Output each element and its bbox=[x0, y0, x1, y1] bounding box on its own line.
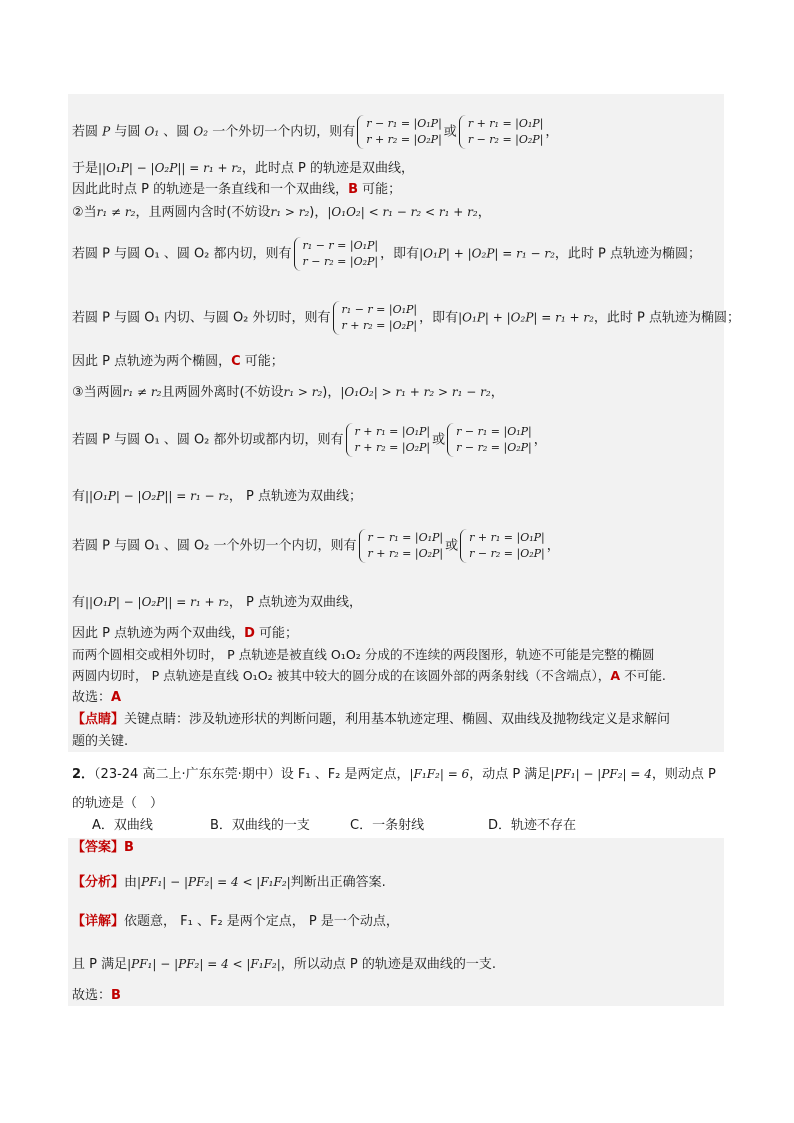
case1-line3 bbox=[72, 182, 401, 198]
case1-line1 bbox=[72, 116, 558, 148]
text: 题的关键. bbox=[72, 734, 129, 749]
choice-letter: A bbox=[111, 690, 122, 705]
choice-letter: B bbox=[348, 182, 359, 197]
case3-line5 bbox=[72, 594, 362, 611]
equation-row: r − r₁ = |O₁P| bbox=[367, 531, 444, 544]
question2-stem-line2 bbox=[72, 796, 163, 812]
text: ， bbox=[545, 124, 559, 140]
text: 两圆内切时， P 点轨迹是直线 O₁O₂ 被其中较大的圆分成的在该圆外部的两条射线（不含端点）， bbox=[72, 668, 611, 683]
text: 且 P 满足 bbox=[72, 957, 128, 972]
text: )， bbox=[309, 205, 328, 220]
math: P bbox=[102, 124, 111, 139]
text: ，且两圆内含时(不妨设 bbox=[135, 205, 271, 220]
text: 因此此时点 P 的轨迹是一条直线和一个双曲线， bbox=[72, 182, 349, 197]
final-answer-line bbox=[72, 988, 121, 1004]
math: ||O₁P| − |O₂P|| = r₁ − r₂ bbox=[85, 489, 229, 503]
math: |PF₁| − |PF₂| = 4 < |F₁F₂| bbox=[127, 957, 281, 971]
text: 因此 P 点轨迹为两个双曲线， bbox=[72, 626, 245, 641]
option-b: B．双曲线的一支 bbox=[210, 818, 310, 833]
text: 、圆 bbox=[159, 124, 194, 140]
case3-line3 bbox=[72, 488, 362, 505]
text: 依题意， F₁ 、F₂ 是两个定点， P 是一个动点， bbox=[124, 914, 399, 929]
text: 或 bbox=[432, 432, 446, 448]
answer-tag: 【答案】 bbox=[72, 840, 125, 855]
text: ， P 点轨迹为双曲线， bbox=[228, 595, 362, 610]
case1-line2 bbox=[72, 160, 414, 177]
text: 若圆 P 与圆 O₁ 内切、与圆 O₂ 外切时，则有 bbox=[72, 310, 331, 326]
text: ②当 bbox=[72, 205, 97, 220]
analysis-line bbox=[72, 874, 386, 891]
case2-line2 bbox=[72, 238, 701, 270]
equation-system bbox=[357, 116, 442, 148]
text: 或 bbox=[445, 538, 459, 554]
equation-row: r − r₂ = |O₂P| bbox=[456, 441, 532, 454]
text: ，此时点 P 的轨迹是双曲线， bbox=[241, 161, 414, 176]
text: 关键点睛：涉及轨迹形状的判断问题，利用基本轨迹定理、椭圆、双曲线及抛物线定义是求解问 bbox=[124, 712, 671, 727]
text: ，此时 P 点轨迹为椭圆； bbox=[593, 310, 741, 326]
choice-letter: C bbox=[231, 354, 241, 369]
equation-row: r₁ − r = |O₁P| bbox=[302, 239, 379, 252]
text: 一个外切一个内切，则有 bbox=[208, 124, 356, 140]
math: |PF₁| − |PF₂| = 4 < |F₁F₂| bbox=[137, 875, 291, 889]
question-source: （23-24 高二上·广东东莞·期中） bbox=[94, 767, 281, 782]
key-point-line1 bbox=[72, 712, 670, 728]
text: 可能； bbox=[358, 182, 402, 197]
equation-row: r − r₂ = |O₂P| bbox=[469, 547, 545, 560]
equation-system bbox=[460, 530, 545, 562]
equation-system bbox=[294, 238, 379, 270]
equation-row: r − r₁ = |O₁P| bbox=[456, 425, 532, 438]
option-d: D．轨迹不存在 bbox=[488, 818, 577, 833]
text: ，此时 P 点轨迹为椭圆； bbox=[554, 246, 702, 262]
choice-letter: B bbox=[111, 988, 121, 1003]
case3-line7 bbox=[72, 647, 654, 663]
case3-line1 bbox=[72, 384, 504, 401]
text: 故选： bbox=[72, 690, 112, 705]
detail-tag: 【详解】 bbox=[72, 914, 125, 929]
text: ， bbox=[477, 205, 491, 220]
equation-row: r₁ − r = |O₁P| bbox=[341, 303, 418, 316]
choice-letter: A bbox=[610, 668, 621, 683]
key-point-tag: 【点睛】 bbox=[72, 712, 125, 727]
math: |O₁O₂| < r₁ − r₂ < r₁ + r₂ bbox=[327, 205, 478, 219]
equation-row: r − r₂ = |O₂P| bbox=[302, 255, 379, 268]
text: 故选： bbox=[72, 988, 112, 1003]
text: 与圆 bbox=[110, 124, 145, 140]
text: ，则动点 P bbox=[651, 767, 716, 782]
text: 而两个圆相交或相外切时， P 点轨迹是被直线 O₁O₂ 分成的不连续的两段图形，轨迹不可能是完整的椭圆 bbox=[72, 647, 655, 662]
equation-row: r + r₂ = |O₂P| bbox=[367, 547, 444, 560]
math: O₂ bbox=[193, 124, 209, 139]
text: 若圆 P 与圆 O₁ 、圆 O₂ 都内切，则有 bbox=[72, 246, 292, 262]
text: ， bbox=[546, 538, 560, 554]
text: 若圆 bbox=[72, 124, 103, 140]
equation-system bbox=[447, 424, 532, 456]
text: ，所以动点 P 的轨迹是双曲线的一支. bbox=[280, 957, 496, 972]
equation-row: r − r₁ = |O₁P| bbox=[366, 117, 442, 130]
case2-line4 bbox=[72, 354, 284, 370]
text: ， P 点轨迹为双曲线； bbox=[228, 489, 362, 504]
question-number: 2． bbox=[72, 767, 95, 782]
case2-line1 bbox=[72, 204, 491, 221]
option-c: C．一条射线 bbox=[350, 818, 425, 833]
case3-line2 bbox=[72, 424, 547, 456]
case3-line6 bbox=[72, 626, 298, 642]
equation-row: r + r₁ = |O₁P| bbox=[467, 117, 544, 130]
case3-line4 bbox=[72, 530, 560, 562]
text: 可能； bbox=[240, 354, 284, 369]
math: |O₁O₂| > r₁ + r₂ > r₁ − r₂ bbox=[340, 385, 491, 399]
question2-stem bbox=[72, 766, 716, 783]
equation-system bbox=[333, 302, 418, 334]
math: ||O₁P| − |O₂P|| = r₁ + r₂ bbox=[85, 595, 229, 609]
math: |O₁P| + |O₂P| = r₁ + r₂ bbox=[458, 310, 594, 325]
equation-row: r + r₂ = |O₂P| bbox=[366, 133, 442, 146]
text: 且两圆外离时(不妨设 bbox=[161, 385, 284, 400]
equation-row: r − r₂ = |O₂P| bbox=[467, 133, 544, 146]
equation-row: r + r₂ = |O₂P| bbox=[354, 441, 431, 454]
option-a: A．双曲线 bbox=[92, 818, 153, 833]
key-point-line2 bbox=[72, 734, 128, 750]
equation-system bbox=[346, 424, 431, 456]
text: 于是 bbox=[72, 161, 99, 176]
math: ||O₁P| − |O₂P|| = r₁ + r₂ bbox=[98, 161, 242, 175]
equation-system bbox=[459, 116, 544, 148]
math: r₁ ≠ r₂ bbox=[122, 385, 162, 399]
math: |F₁F₂| = 6 bbox=[409, 767, 470, 781]
case3-line9 bbox=[72, 690, 121, 706]
choice-letter: D bbox=[244, 626, 255, 641]
math: r₁ > r₂ bbox=[283, 385, 323, 399]
equation-row: r + r₂ = |O₂P| bbox=[341, 319, 418, 332]
math: |O₁P| + |O₂P| = r₁ − r₂ bbox=[419, 246, 555, 261]
analysis-tag: 【分析】 bbox=[72, 875, 125, 890]
equation-system bbox=[359, 530, 444, 562]
case3-line8 bbox=[72, 668, 666, 684]
text: ，即有 bbox=[380, 246, 420, 262]
text: 或 bbox=[443, 124, 457, 140]
text: 设 F₁ 、F₂ 是两定点， bbox=[280, 767, 410, 782]
math: r₁ > r₂ bbox=[270, 205, 310, 219]
text: 因此 P 点轨迹为两个椭圆， bbox=[72, 354, 232, 369]
text: 的轨迹是（ ） bbox=[72, 796, 164, 811]
text: ， bbox=[490, 385, 504, 400]
math: |PF₁| − |PF₂| = 4 bbox=[550, 767, 652, 781]
detail-line2 bbox=[72, 956, 496, 973]
text: )， bbox=[322, 385, 341, 400]
text: ，即有 bbox=[419, 310, 459, 326]
text: 不可能. bbox=[620, 668, 666, 683]
text: 若圆 P 与圆 O₁ 、圆 O₂ 一个外切一个内切，则有 bbox=[72, 538, 357, 554]
text: 有 bbox=[72, 489, 86, 504]
answer-value: B bbox=[124, 840, 134, 855]
math: O₁ bbox=[144, 124, 160, 139]
detail-line1 bbox=[72, 914, 399, 930]
text: 可能； bbox=[254, 626, 299, 641]
text: ，动点 P 满足 bbox=[469, 767, 551, 782]
equation-row: r + r₁ = |O₁P| bbox=[354, 425, 431, 438]
answer-line bbox=[72, 840, 134, 856]
math: r₁ ≠ r₂ bbox=[96, 205, 136, 219]
case2-line3 bbox=[72, 302, 740, 334]
text: 由 bbox=[124, 875, 138, 890]
text: 若圆 P 与圆 O₁ 、圆 O₂ 都外切或都内切，则有 bbox=[72, 432, 344, 448]
text: ， bbox=[533, 432, 547, 448]
text: 判断出正确答案. bbox=[290, 875, 386, 890]
text: ③当两圆 bbox=[72, 385, 123, 400]
equation-row: r + r₁ = |O₁P| bbox=[469, 531, 545, 544]
text: 有 bbox=[72, 595, 86, 610]
